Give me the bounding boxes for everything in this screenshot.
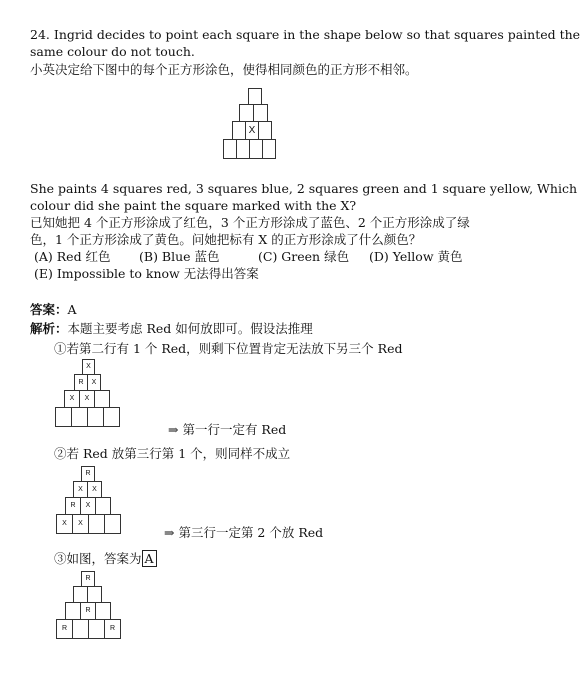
fig2-cell <box>81 466 95 482</box>
pyramid-cell <box>258 121 272 140</box>
fig1-cell <box>74 374 88 391</box>
pyramid-cell <box>248 88 262 105</box>
fig3-cell <box>65 602 81 620</box>
step3-figure <box>55 571 145 643</box>
fig3-label: R <box>85 607 91 614</box>
fig1-cell <box>55 407 72 427</box>
step3-text: ③如图，答案为 <box>54 551 142 566</box>
fig3-cell <box>104 619 121 639</box>
fig1-cell <box>79 390 95 408</box>
step2-figure <box>55 466 145 538</box>
fig3-label: R <box>61 625 68 632</box>
option-a: (A) Red 红色 <box>34 249 111 264</box>
option-b: (B) Blue 蓝色 <box>139 249 220 264</box>
fig2-label: X <box>62 520 67 527</box>
question-en-line2: same colour do not touch. <box>30 44 195 59</box>
fig3-label: R <box>109 625 116 632</box>
fig1-cell <box>94 390 110 408</box>
fig2-label: R <box>70 502 76 509</box>
option-c: (C) Green 绿色 <box>258 249 350 264</box>
question-en-line3: She paints 4 squares red, 3 squares blue, 2 squares green and 1 square yellow, Which <box>30 181 577 196</box>
analysis-line <box>30 321 313 336</box>
step2-conclusion: ⇒ 第三行一定第 2 个放 Red <box>164 525 324 540</box>
analysis-label: 解析： <box>30 321 68 336</box>
pyramid-cell <box>232 121 246 140</box>
fig1-cell <box>82 359 95 375</box>
fig3-cell <box>72 619 89 639</box>
step3-answer-box: A <box>142 550 157 567</box>
question-number: 24. <box>30 27 50 42</box>
fig1-label: R <box>78 379 84 386</box>
fig3-cell <box>95 602 111 620</box>
main-pyramid-figure <box>222 88 292 168</box>
fig3-cell <box>87 586 102 603</box>
pyramid-cell-marked <box>245 121 259 140</box>
fig2-cell <box>95 497 111 515</box>
step2-text: ②若 Red 放第三行第 1 个，则同样不成立 <box>54 446 291 461</box>
pyramid-cell <box>223 139 237 159</box>
fig2-cell <box>72 514 89 534</box>
fig1-cell <box>87 374 101 391</box>
answer-label: 答案： <box>30 302 68 317</box>
question-line-1 <box>30 27 580 42</box>
fig1-cell <box>64 390 80 408</box>
fig3-label: R <box>85 575 91 582</box>
question-zh-line1: 小英决定给下图中的每个正方形涂色，使得相同颜色的正方形不相邻。 <box>30 62 418 77</box>
question-zh-line3: 色，1 个正方形涂成了黄色。问她把标有 X 的正方形涂成了什么颜色？ <box>30 232 422 247</box>
pyramid-cell <box>249 139 263 159</box>
fig1-label: X <box>91 379 97 386</box>
fig1-label: X <box>86 363 91 370</box>
option-d: (D) Yellow 黄色 <box>369 249 463 264</box>
question-zh-line2: 已知她把 4 个正方形涂成了红色，3 个正方形涂成了蓝色、2 个正方形涂成了绿 <box>30 215 470 230</box>
fig3-cell <box>81 571 95 587</box>
pyramid-cell <box>239 104 254 122</box>
fig2-cell <box>65 497 81 515</box>
fig3-cell <box>88 619 105 639</box>
fig1-cell <box>87 407 104 427</box>
fig3-cell <box>56 619 73 639</box>
fig3-cell <box>73 586 88 603</box>
fig2-label: X <box>78 486 83 493</box>
step3-line <box>54 551 157 566</box>
pyramid-cell <box>236 139 250 159</box>
fig1-label: X <box>84 395 90 402</box>
marked-x-label: X <box>248 125 256 136</box>
step1-conclusion: ⇒ 第一行一定有 Red <box>168 422 287 437</box>
fig2-cell <box>73 481 88 498</box>
fig2-label: R <box>85 470 91 477</box>
fig1-cell <box>71 407 88 427</box>
answer-value: A <box>67 302 77 317</box>
fig3-cell <box>80 602 96 620</box>
step1-text: ①若第二行有 1 个 Red，则剩下位置肯定无法放下另三个 Red <box>54 341 403 356</box>
answer-line <box>30 302 77 317</box>
fig2-label: X <box>92 486 97 493</box>
question-en-line4: colour did she paint the square marked with the X? <box>30 198 357 213</box>
fig2-cell <box>87 481 102 498</box>
pyramid-cell <box>262 139 276 159</box>
fig1-cell <box>103 407 120 427</box>
fig2-label: X <box>85 502 91 509</box>
fig2-cell <box>80 497 96 515</box>
fig2-cell <box>56 514 73 534</box>
question-en-line1: Ingrid decides to point each square in the shape below so that squares painted the <box>53 27 580 42</box>
fig1-label: X <box>69 395 75 402</box>
fig2-cell <box>88 514 105 534</box>
fig2-label: X <box>78 520 83 527</box>
fig2-cell <box>104 514 121 534</box>
analysis-text: 本题主要考虑 Red 如何放即可。假设法推理 <box>67 321 313 336</box>
step1-figure <box>50 359 140 431</box>
option-e: (E) Impossible to know 无法得出答案 <box>34 266 259 281</box>
pyramid-cell <box>253 104 268 122</box>
